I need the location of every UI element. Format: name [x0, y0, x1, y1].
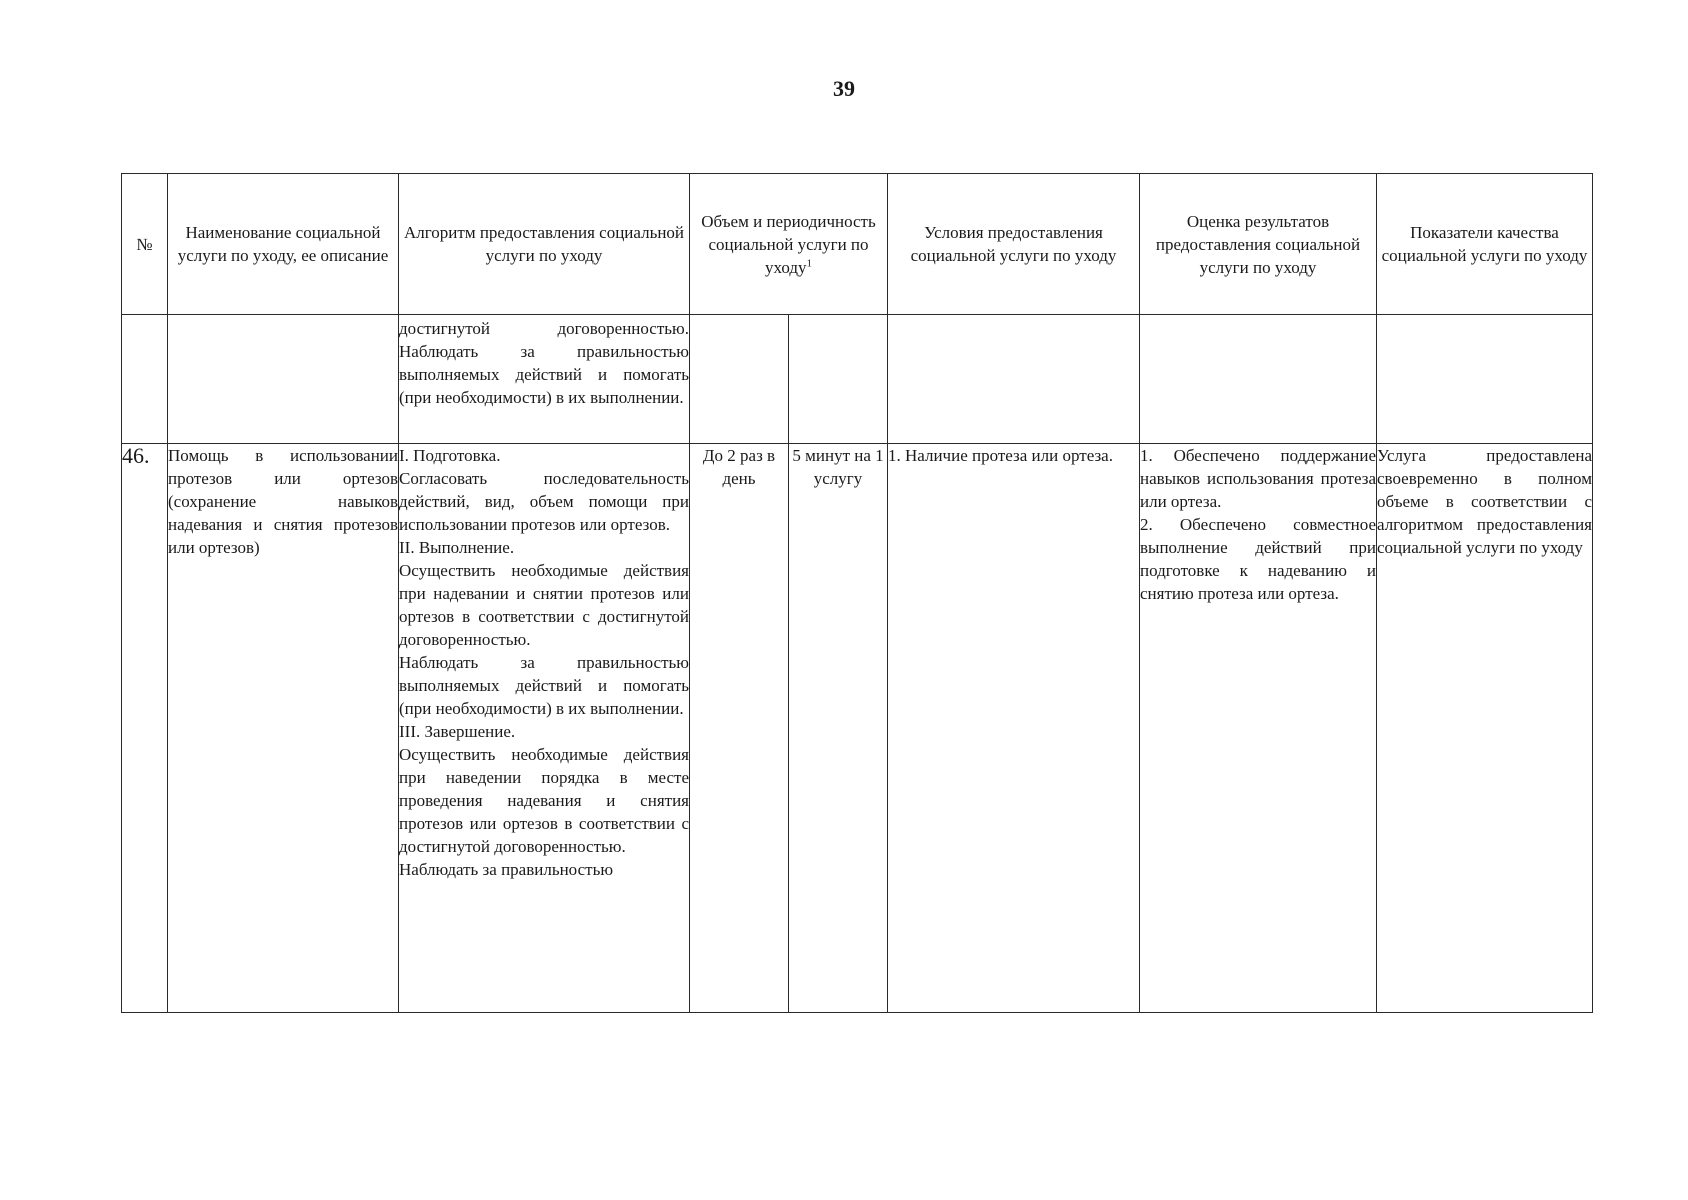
- continuation-row: [122, 315, 1593, 444]
- algorithm-step: Осуществить необходимые действия при надевании и снятии протезов или ортезов в соответствии с достигнутой договоренностью.: [399, 561, 689, 649]
- cont-quality-cell: [1377, 315, 1593, 444]
- cont-frequency-cell: [690, 315, 789, 444]
- algorithm-step: Осуществить необходимые действия при наведении порядка в месте проведения надевания и снятия протезов или ортезов в соответствии с достигнутой договоренностью.: [399, 745, 689, 856]
- algorithm-step: Наблюдать за правильностью выполняемых действий и помогать (при необходимости) в их выполнении.: [399, 653, 689, 718]
- header-quality: Показатели качества социальной услуги по уходу: [1377, 174, 1593, 315]
- algorithm-step: Наблюдать за правильностью: [399, 860, 614, 879]
- row-46-algorithm: [399, 444, 690, 1013]
- cont-name-cell: [168, 315, 399, 444]
- header-evaluation: Оценка результатов предоставления социальной услуги по уходу: [1140, 174, 1377, 315]
- algorithm-step: I. Подготовка.: [399, 446, 501, 465]
- cont-duration-cell: [789, 315, 888, 444]
- header-num-text: №: [136, 234, 153, 254]
- header-conditions: Условия предоставления социальной услуги по уходу: [888, 174, 1140, 315]
- header-row: [122, 174, 1593, 315]
- row-46-conditions: 1. Наличие протеза или ортеза.: [888, 444, 1140, 1013]
- row-46-name: Помощь в использовании протезов или ортезов (сохранение навыков надевания и снятия протезов или ортезов): [168, 444, 399, 1013]
- row-46-duration: 5 минут на 1 услугу: [789, 444, 888, 1013]
- algorithm-step: II. Выполнение.: [399, 538, 515, 557]
- page-number: 39: [833, 76, 855, 101]
- header-name: Наименование социальной услуги по уходу, ее описание: [168, 174, 399, 315]
- header-algorithm: Алгоритм предоставления социальной услуги по уходу: [399, 174, 690, 315]
- row-46-num: 46.: [122, 444, 168, 1013]
- row-46: [122, 444, 1593, 1013]
- cont-num-cell: [122, 315, 168, 444]
- algorithm-step: III. Завершение.: [399, 722, 516, 741]
- evaluation-item: 1. Обеспечено поддержание навыков использования протеза или ортеза.: [1140, 446, 1376, 511]
- row-46-quality: Услуга предоставлена своевременно в полном объеме в соответствии с алгоритмом предоставления социальной услуги по уходу: [1377, 444, 1593, 1013]
- row-46-evaluation: [1140, 444, 1377, 1013]
- cont-algorithm-cell: достигнутой договоренностью. Наблюдать за правильностью выполняемых действий и помогать (при необходимости) в их выполнении.: [399, 315, 690, 444]
- social-services-table: [121, 173, 1593, 1013]
- cont-evaluation-cell: [1140, 315, 1377, 444]
- row-46-frequency: До 2 раз в день: [690, 444, 789, 1013]
- algorithm-step: Согласовать последовательность действий, вид, объем помощи при использовании протезов или ортезов.: [399, 469, 689, 534]
- header-volume-text: Объем и периодичность социальной услуги по уходу: [701, 211, 876, 277]
- cont-conditions-cell: [888, 315, 1140, 444]
- header-volume-footnote: 1: [806, 256, 812, 269]
- evaluation-item: 2. Обеспечено совместное выполнение действий при подготовке к надеванию и снятию протеза или ортеза.: [1140, 515, 1376, 603]
- header-volume: [690, 174, 888, 315]
- header-num: [122, 174, 168, 315]
